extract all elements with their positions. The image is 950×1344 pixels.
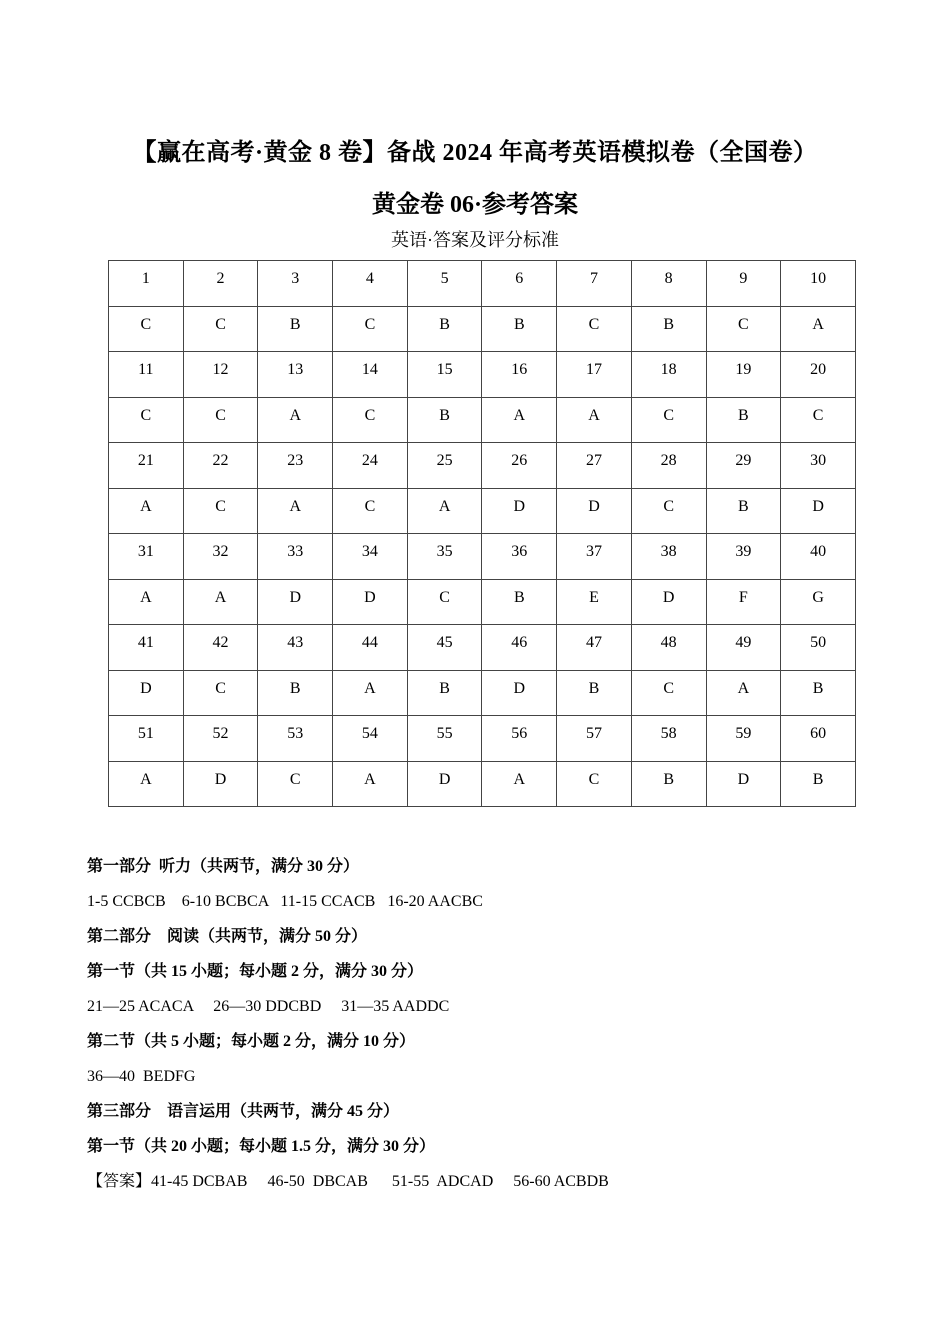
question-number-cell: 51	[109, 716, 184, 762]
question-number-cell: 18	[631, 352, 706, 398]
question-number-row	[109, 625, 856, 671]
question-number-cell: 27	[557, 443, 632, 489]
question-number-cell: 31	[109, 534, 184, 580]
question-number-cell: 60	[781, 716, 856, 762]
answer-cell: A	[183, 579, 258, 625]
answer-cell: C	[333, 488, 408, 534]
question-number-row	[109, 716, 856, 762]
answer-row	[109, 670, 856, 716]
question-number-cell: 45	[407, 625, 482, 671]
answer-cell: D	[258, 579, 333, 625]
question-number-cell: 15	[407, 352, 482, 398]
answer-cell: A	[258, 488, 333, 534]
answer-cell: A	[706, 670, 781, 716]
answer-cell: A	[109, 579, 184, 625]
answer-cell: B	[258, 670, 333, 716]
answer-cell: D	[482, 488, 557, 534]
answer-cell: D	[482, 670, 557, 716]
question-number-cell: 24	[333, 443, 408, 489]
answer-cell: C	[557, 306, 632, 352]
question-number-cell: 53	[258, 716, 333, 762]
part3-section1-answers: 【答案】41-45 DCBAB 46-50 DBCAB 51-55 ADCAD 56-60 ACBDB	[87, 1173, 609, 1190]
answer-cell: E	[557, 579, 632, 625]
part3-section1-heading: 第一节（共 20 小题；每小题 1.5 分，满分 30 分）	[87, 1138, 436, 1155]
question-number-cell: 59	[706, 716, 781, 762]
answer-cell: C	[333, 306, 408, 352]
question-number-cell: 39	[706, 534, 781, 580]
question-number-cell: 21	[109, 443, 184, 489]
answer-cell: C	[183, 670, 258, 716]
question-number-cell: 30	[781, 443, 856, 489]
part2-section1-heading: 第一节（共 15 小题；每小题 2 分，满分 30 分）	[87, 963, 424, 980]
answer-cell: B	[258, 306, 333, 352]
answer-cell: B	[631, 306, 706, 352]
question-number-cell: 7	[557, 261, 632, 307]
answer-cell: G	[781, 579, 856, 625]
answer-cell: C	[109, 397, 184, 443]
answer-cell: B	[482, 306, 557, 352]
question-number-cell: 12	[183, 352, 258, 398]
part2-section2-heading: 第二节（共 5 小题；每小题 2 分，满分 10 分）	[87, 1033, 416, 1050]
question-number-cell: 57	[557, 716, 632, 762]
part2-section1-answers: 21—25 ACACA 26—30 DDCBD 31—35 AADDC	[87, 998, 450, 1015]
answer-cell: B	[557, 670, 632, 716]
question-number-cell: 47	[557, 625, 632, 671]
question-number-cell: 25	[407, 443, 482, 489]
answer-cell: B	[706, 488, 781, 534]
answer-cell: B	[631, 761, 706, 807]
question-number-cell: 34	[333, 534, 408, 580]
answer-cell: C	[258, 761, 333, 807]
question-number-cell: 22	[183, 443, 258, 489]
question-number-cell: 55	[407, 716, 482, 762]
question-number-cell: 28	[631, 443, 706, 489]
answer-row	[109, 579, 856, 625]
question-number-cell: 56	[482, 716, 557, 762]
answer-cell: B	[407, 306, 482, 352]
question-number-cell: 36	[482, 534, 557, 580]
answer-cell: D	[781, 488, 856, 534]
question-number-cell: 40	[781, 534, 856, 580]
answer-cell: C	[109, 306, 184, 352]
question-number-cell: 5	[407, 261, 482, 307]
question-number-cell: 13	[258, 352, 333, 398]
answer-cell: B	[482, 579, 557, 625]
question-number-cell: 20	[781, 352, 856, 398]
answer-cell: A	[333, 761, 408, 807]
answer-cell: D	[333, 579, 408, 625]
question-number-cell: 16	[482, 352, 557, 398]
question-number-cell: 14	[333, 352, 408, 398]
document-subtitle: 黄金卷 06·参考答案	[371, 192, 578, 218]
question-number-cell: 46	[482, 625, 557, 671]
question-number-row	[109, 352, 856, 398]
question-number-cell: 23	[258, 443, 333, 489]
question-number-cell: 49	[706, 625, 781, 671]
document-title: 【赢在高考·黄金 8 卷】备战 2024 年高考英语模拟卷（全国卷）	[132, 140, 818, 166]
answer-sections	[87, 856, 887, 1206]
answer-cell: B	[781, 670, 856, 716]
question-number-cell: 26	[482, 443, 557, 489]
question-number-cell: 33	[258, 534, 333, 580]
answer-cell: A	[482, 397, 557, 443]
question-number-cell: 42	[183, 625, 258, 671]
question-number-row	[109, 443, 856, 489]
answer-cell: F	[706, 579, 781, 625]
answer-row	[109, 397, 856, 443]
answer-cell: A	[258, 397, 333, 443]
question-number-cell: 58	[631, 716, 706, 762]
question-number-cell: 1	[109, 261, 184, 307]
answer-cell: C	[333, 397, 408, 443]
question-number-cell: 17	[557, 352, 632, 398]
answer-cell: C	[631, 670, 706, 716]
question-number-cell: 43	[258, 625, 333, 671]
part1-heading: 第一部分 听力（共两节，满分 30 分）	[87, 858, 360, 875]
answer-cell: C	[183, 397, 258, 443]
answer-cell: D	[706, 761, 781, 807]
answer-cell: D	[183, 761, 258, 807]
answer-cell: B	[781, 761, 856, 807]
answer-cell: D	[407, 761, 482, 807]
question-number-cell: 6	[482, 261, 557, 307]
question-number-cell: 10	[781, 261, 856, 307]
question-number-cell: 44	[333, 625, 408, 671]
answer-cell: C	[706, 306, 781, 352]
answer-cell: B	[706, 397, 781, 443]
question-number-cell: 52	[183, 716, 258, 762]
answer-cell: A	[109, 488, 184, 534]
answer-cell: A	[482, 761, 557, 807]
answer-cell: A	[333, 670, 408, 716]
question-number-cell: 11	[109, 352, 184, 398]
document-caption: 英语·答案及评分标准	[391, 230, 559, 250]
question-number-cell: 48	[631, 625, 706, 671]
answer-cell: B	[407, 397, 482, 443]
question-number-cell: 9	[706, 261, 781, 307]
answer-table	[108, 260, 856, 807]
question-number-cell: 8	[631, 261, 706, 307]
part2-section2-answers: 36—40 BEDFG	[87, 1068, 196, 1085]
answer-cell: C	[407, 579, 482, 625]
answer-row	[109, 306, 856, 352]
question-number-cell: 50	[781, 625, 856, 671]
question-number-cell: 29	[706, 443, 781, 489]
answer-cell: C	[631, 488, 706, 534]
answer-cell: D	[109, 670, 184, 716]
part3-heading: 第三部分 语言运用（共两节，满分 45 分）	[87, 1103, 400, 1120]
question-number-cell: 37	[557, 534, 632, 580]
answer-row	[109, 761, 856, 807]
answer-cell: B	[407, 670, 482, 716]
question-number-cell: 32	[183, 534, 258, 580]
answer-cell: C	[557, 761, 632, 807]
question-number-row	[109, 261, 856, 307]
answer-cell: C	[781, 397, 856, 443]
part2-heading: 第二部分 阅读（共两节，满分 50 分）	[87, 928, 368, 945]
answer-cell: A	[557, 397, 632, 443]
part1-answers: 1-5 CCBCB 6-10 BCBCA 11-15 CCACB 16-20 AACBC	[87, 893, 483, 910]
question-number-cell: 54	[333, 716, 408, 762]
answer-cell: C	[183, 488, 258, 534]
question-number-cell: 38	[631, 534, 706, 580]
question-number-cell: 35	[407, 534, 482, 580]
question-number-cell: 41	[109, 625, 184, 671]
answer-cell: D	[557, 488, 632, 534]
answer-cell: A	[781, 306, 856, 352]
question-number-row	[109, 534, 856, 580]
answer-cell: D	[631, 579, 706, 625]
question-number-cell: 3	[258, 261, 333, 307]
answer-cell: A	[109, 761, 184, 807]
answer-cell: C	[183, 306, 258, 352]
answer-cell: A	[407, 488, 482, 534]
question-number-cell: 19	[706, 352, 781, 398]
question-number-cell: 4	[333, 261, 408, 307]
answer-cell: C	[631, 397, 706, 443]
answer-row	[109, 488, 856, 534]
question-number-cell: 2	[183, 261, 258, 307]
